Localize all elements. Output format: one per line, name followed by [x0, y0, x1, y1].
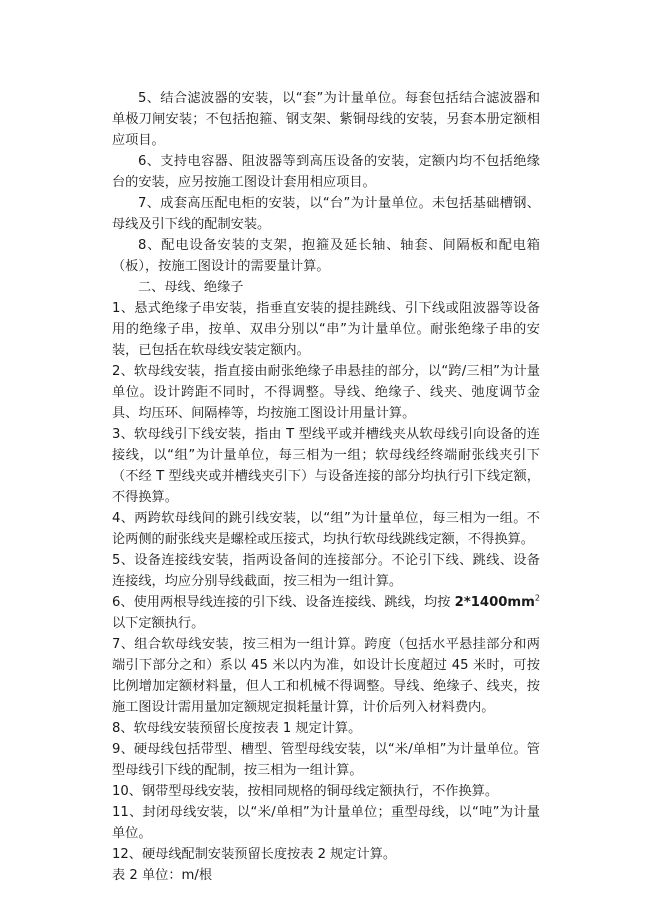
paragraph-rule-11: 11、封闭母线安装，以“米/单相”为计量单位；重型母线，以“吨”为计量单位。: [112, 805, 540, 841]
rule-6-cross-section: 2*1400mm: [454, 595, 535, 610]
paragraph-item-8-bracket: 8、配电设备安装的支架，抱箍及延长轴、轴套、间隔板和配电箱（板），按施工图设计的需要量计算。: [112, 238, 540, 274]
paragraph-item-5-filter: 5、结合滤波器的安装，以“套”为计量单位。每套包括结合滤波器和单极刀闸安装；不包括抱箍、钢支架、紫铜母线的安装，另套本册定额相应项目。: [112, 91, 540, 148]
paragraph-rule-4: 4、两跨软母线间的跳引线安装，以“组”为计量单位，每三相为一组。不论两侧的耐张线夹是螺栓或压接式，均执行软母线跳线定额，不得换算。: [112, 511, 540, 547]
section-heading-busbar-insulator: 二、母线、绝缘子: [138, 280, 244, 295]
rule-6-text-before: 6、使用两根导线连接的引下线、设备连接线、跳线，均按: [112, 595, 455, 610]
paragraph-rule-12: 12、硬母线配制安装预留长度按表 2 规定计算。: [112, 847, 397, 862]
document-body: [112, 88, 540, 886]
rule-6-superscript: 2: [534, 593, 540, 603]
paragraph-item-7-cabinet: 7、成套高压配电柜的安装，以“台”为计量单位。未包括基础槽钢、母线及引下线的配制安装。: [112, 196, 540, 232]
paragraph-rule-8: 8、软母线安装预留长度按表 1 规定计算。: [112, 721, 362, 736]
paragraph-rule-6: [112, 592, 540, 634]
paragraph-rule-5: 5、设备连接线安装，指两设备间的连接部分。不论引下线、跳线、设备连接线，均应分别导线截面，按三相为一组计算。: [112, 553, 540, 589]
paragraph-rule-1: 1、悬式绝缘子串安装，指垂直安装的提挂跳线、引下线或阻波器等设备用的绝缘子串，按单、双串分别以“串”为计量单位。耐张绝缘子串的安装，已包括在软母线安装定额内。: [112, 301, 540, 358]
table-caption: 表 2 单位：m/根: [112, 868, 213, 883]
rule-6-text-after: 以下定额执行。: [112, 616, 205, 631]
paragraph-rule-2: 2、软母线安装，指直接由耐张绝缘子串悬挂的部分，以“跨/三相”为计量单位。设计跨距不同时，不得调整。导线、绝缘子、线夹、弛度调节金具、均压环、间隔棒等，均按施工图设计用量计算。: [112, 364, 540, 421]
paragraph-rule-7: 7、组合软母线安装，按三相为一组计算。跨度（包括水平悬挂部分和两端引下部分之和）系以 45 米以内为准，如设计长度超过 45 米时，可按比例增加定额材料量，但人工和机械不得调整。导线、绝缘子、线夹，按施工图设计需用量加定额规定损耗量计算，计价后列入材料费内。: [112, 637, 540, 715]
paragraph-item-6-capacitor: 6、支持电容器、阻波器等到高压设备的安装，定额内均不包括绝缘台的安装，应另按施工图设计套用相应项目。: [112, 154, 540, 190]
paragraph-rule-10: 10、钢带型母线安装，按相同规格的铜母线定额执行，不作换算。: [112, 784, 499, 799]
paragraph-rule-3: 3、软母线引下线安装，指由 T 型线平或并槽线夹从软母线引向设备的连接线，以“组”为计量单位，每三相为一组；软母线经终端耐张线夹引下（不经 T 型线夹或并槽线夹引下）与设备连接的部分均执行引下线定额，不得换算。: [112, 427, 540, 505]
paragraph-rule-9: 9、硬母线包括带型、槽型、管型母线安装，以“米/单相”为计量单位。管型母线引下线的配制，按三相为一组计算。: [112, 742, 540, 778]
